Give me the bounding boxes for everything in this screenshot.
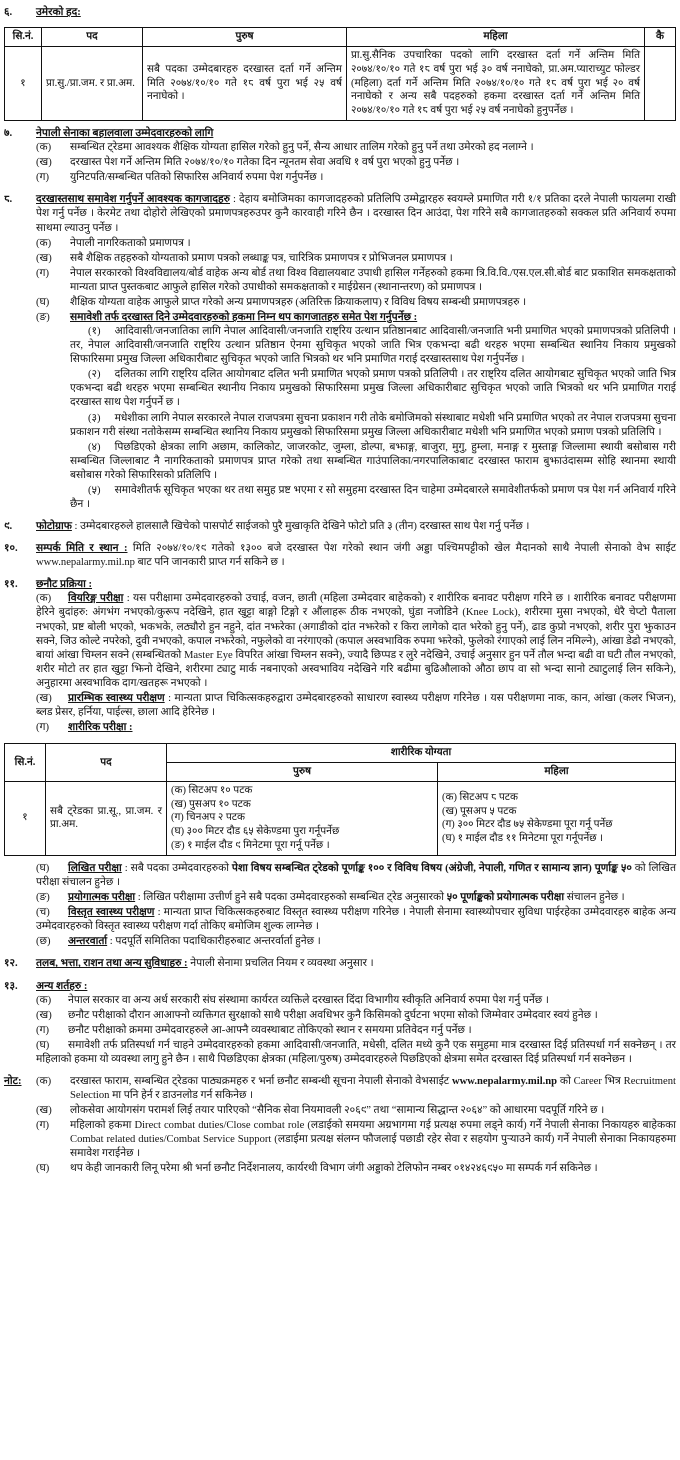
sub-item: (१) आदिवासी/जनजातिका लागि नेपाल आदिवासी/जनजाति राष्ट्रिय उत्थान प्रतिष्ठानबाट आदिवासी/जनजाति भनी प्रमाणित भएको प्रमाणपत्रको प्रतिलिपी । तर, नेपाल आदिवासी/जनजाति राष्ट्रिय उत्थान प्रतिष्ठान ऐनमा सुचिकृत भएको जाति भित्र एकभन्दा बढी थरहरु भएमा सम्बन्धित स्थानिय निकाय प्रमुखको सिफारिसमा प्रमुख जिल्ला अधिकारीबाट सुचिकृत भएको जाति भित्रको थर भनि प्रमाणित गराई दरखास्तसाथ पेश गर्नुपर्नेछ । bbox=[70, 326, 676, 366]
column-header-post: पद bbox=[46, 744, 167, 782]
website-url: www.nepalarmy.mil.np bbox=[452, 1075, 558, 1087]
section-required-documents bbox=[4, 193, 676, 513]
requirement-line: (क) सिटअप ८ पटक bbox=[442, 791, 519, 803]
list-item: (ख) सबै शैक्षिक तहहरुको योग्यताको प्रमाण पत्रको लब्धाङ्क पत्र, चारित्रिक प्रमाणपत्र र प्रोभिजनल प्रमाणपत्र । bbox=[36, 252, 453, 264]
table-row bbox=[5, 46, 676, 120]
list-item-detailed-health-check: (च) विस्तृत स्वास्थ्य परीक्षण : मान्यता प्राप्त चिकित्सकहरुबाट विस्तृत स्वास्थ्य परीक्षण गरिनेछ । नेपाली सेनामा स्वास्थ्योपचार सुविधा पाईरहेका उम्मेदवारहरु बाहेक अन्य उम्मेदवारहरुको विस्तृत स्वास्थ्य परीक्षण गर्दा तोकिए बमोजिम शुल्क लाग्नेछ । bbox=[36, 907, 677, 933]
cell-female: प्रा.सु.सैनिक उपचारिका पदको लागि दरखास्त दर्ता गर्ने अन्तिम मिति २०७४/१०/१० गते १८ वर्ष पुरा भई ३० वर्ष ननाघेको, प्रा.अम.प्याराच्युट फोल्डर (महिला) दर्ता गर्ने अन्तिम मिति २०७४/१०/१० गते १८ वर्ष पुरा भई २० वर्ष ननाघेको र अन्य सबै पदहरुको हकमा दरखास्त दर्ता गर्ने अन्तिम मिति २०७४/१०/१० गते १८ वर्ष पुरा भई २५ वर्ष ननाघेको हुनुपर्नेछ । bbox=[347, 46, 645, 120]
list-item: (ग) युनिटपति/सम्बन्धित पतिको सिफारिस अनिवार्य रुपमा पेश गर्नुपर्नेछ । bbox=[36, 172, 324, 184]
table-header-row bbox=[5, 28, 676, 47]
table-header-row bbox=[5, 744, 676, 763]
list-item-inclusive: (ङ) समावेशी तर्फ दरखास्त दिने उम्मेदवारहरुको हकमा निम्न थप कागजातहरु समेत पेश गर्नुपर्नेछ : (१) आदिवासी/जनजातिका लागि नेपाल आदिवासी/जनजाति राष्ट्रिय उत्थान प्रतिष्ठानबाट आदिवासी/जनजाति भनी प्रमाणित भएको प्रमाणपत्रको प्रतिलिपी । तर, नेपाल आदिवासी/जनजाति राष्ट्रिय उत्थान प्रतिष्ठान ऐनमा सुचिकृत भएको जाति भित्र एकभन्दा बढी थरहरु भएमा सम्बन्धित स्थानिय निकाय प्रमुखको सिफारिसमा प्रमुख जिल्ला अधिकारीबाट सुचिकृत भएको जाति भित्रको थर भनि प्रमाणित गराई दरखास्तसाथ पेश गर्नुपर्नेछ । (२) दलितका लागि राष्ट्रिय दलित आयोगबाट दलित भनी प्रमाणित भएको प्रमाण पत्रको प्रतिलिपी । तर राष्ट्रिय दलित आयोगबाट सुचिकृत भएको जाति भित्र एकभन्दा बढी थरहरु भएमा सम्बन्धित स्थानीय निकाय प्रमुखको सिफारिसमा प्रमुख जिल्ला अधिकारीबाट सुचिकृत भएको जाति भित्रको थर भनि प्रमाणित गराई दरखास्त साथ पेश गर्नुपर्ने छ । (३) मधेशीका लागि नेपाल सरकारले नेपाल राजपत्रमा सुचना प्रकाशन गरी तोके बमोजिमको संस्थाबाट मधेशी भनि प्रमाणित भएको तर नेपाल राजपत्रमा सुचना प्रकाशन गरी संस्था नतोकेसम्म सम्बन्धित स्थानिय निकाय प्रमुखको सिफारिसमा प्रमुख जिल्ला अधिकारीबाट मधेशी भनि प्रमाणित भएको प्रमाण पत्रको प्रतिलिपि । (४) पिछडिएको क्षेत्रका लागि अछाम, कालिकोट, जाजरकोट, जुम्ला, डोल्पा, बझाङ्ग, बाजुरा, मुगु, हुम्ला, मनाङ्ग र मुस्ताङ्ग जिल्लामा स्थायी बसोबास गरी सम्बन्धित जिल्लाबाट नै नागरिकताको प्रमाणपत्र प्राप्त गरेको तथा सम्बन्धित गाउंपालिका/नगरपालिकाबाट दरखास्त फाराम बुझाउंदासम्म सोहि स्थानमा स्थायी बसोबास गरेको सिफारिसको प्रतिलिपि । (५) समावेशीतर्फ सूचिकृत भएका थर तथा समुह प्रष्ट भएमा र सो समुहमा दरखास्त दिन चाहेमा उम्मेदबारले समावेशीतर्फको प्रमाण पत्र पेश गर्न अनिवार्य गरिने छैन । bbox=[36, 311, 676, 512]
list-item-bearing-test: (क) वियरिङ्ग परीक्षा : यस परीक्षामा उम्मेदवारहरुको उचाई, वजन, छाती (महिला उम्मेदवार बाहेकको) र शारीरिक बनावट परीक्षण गरिने छ । शारीरिक बनावट परीक्षणमा हेरिने बुदांहरु: अंगभंग नभएको/कुरूप नदेखिने, हात खुट्टा बाङ्गो टिङ्गो र औंलाहरू ठीक नभएको, घुंडा नजोडिने (Knee Lock), शरीरमा मुसा नभएको, धेरै चेप्टो पैताला नभएको, प्रष्ट बोली भएको, भकभके, लठ्यौरो हुन नहुने, दांत नझरेका (अगाडीको दांत नझरेको र किरा लागेको दात भरेको हुनु पर्ने), ढाड कुप्रो नभएको, शरीर पुरा झुकाउन सक्ने, जिउ कोल्टे नपरेको, दुवी नभएको, कपाल नझरेको, नफुलेको वा नरंगाएको (कपाल अस्वभाविक रुपमा झरेको, फुलेको रंगाएको लाई लिन नमिल्ने), आंखा डेढो नभएको, बायां आंखा चिम्लन सक्ने (सम्बन्धितको Master Eye विपरित आंखा चिम्लन सक्ने), ज्यादै छिप्पड र लुरे नदेखिने, उचाई अनुसार हुन पर्ने तौल भन्दा बढी वा घटी तौल नभएको, शरीर मोटो तर हात खुट्टा झिनो देखिने, शरीरमा ट्याटु मार्क नबनाएको अस्वभाविय नदेखिने गरि बढीमा बुढिऔलाको औठा छाप वा सो भन्दा सानो ट्याटुलाई लिन सकिने), अनुहारमा अस्वभाविक दाग/खतहरू नभएको । bbox=[36, 593, 676, 689]
column-header-physical-qualification: शारीरिक योग्यता bbox=[167, 744, 676, 763]
list-item-interview: (छ) अन्तरवार्ता : पदपूर्ति समितिका पदाधिकारीहरुबाट अन्तरर्वार्ता हुनेछ । bbox=[36, 936, 321, 948]
requirement-line: (ख) पुसअप १० पटक bbox=[171, 798, 251, 810]
list-item-initial-health-check: (ख) प्रारम्भिक स्वास्थ्य परीक्षण : मान्यता प्राप्त चिकित्सकहरुद्वारा उम्मेदबारहरुको साधारण स्वास्थ्य परीक्षण गरिनेछ । यस परीक्षणमा नाक, कान, आंखा (कलर भिजन), ब्लड प्रेसर, हर्निया, पाईल्स, छाला आदि हेरिनेछ । bbox=[36, 692, 676, 719]
section-number: ६. bbox=[4, 7, 13, 18]
section-text: तलब, भत्ता, राशन तथा अन्य सुविधाहरु : नेपाली सेनामा प्रचलित नियम र व्यवस्था अनुसार । bbox=[36, 958, 374, 970]
cell-post: प्रा.सु./प्रा.जम. र प्रा.अम. bbox=[42, 46, 143, 120]
section-intro: दरखास्तसाथ समावेश गर्नुपर्ने आवश्यक कागजादहरु : देहाय बमोजिमका कागजादहरुको प्रतिलिपि उम्मेद्वारहरु स्वयम्ले प्रमाणित गरी १/१ प्रतिका दरले नेपाली फायलमा राखी पेश गर्नु पर्नेछ । केरमेट तथा दोहोरो लेखिएको प्रमाणपत्रहरुउपर कुनै कारवाही गरिने छैन । दरखास्त दिन आउंदा, पेश गरिने सबै कागजातहरुको सक्कल प्रति अनिवार्य रुपमा साथमा ल्याउनु पर्नेछ । bbox=[36, 194, 676, 234]
cell-sn: १ bbox=[5, 46, 42, 120]
section-number: ८. bbox=[4, 194, 13, 206]
section-text: सम्पर्क मिति र स्थान : मिति २०७४/१०/१९ गतेको १३०० बजे दरखास्त पेश गरेको स्थान जंगी अड्डा पश्चिमपट्टीको खेल मैदानको साथै नेपाली सेनाको वेभ साईट www.nepalarmy.mil.np बाट पनि जानकारी प्राप्त गर्न सकिने छ । bbox=[36, 543, 677, 569]
section-number: ७. bbox=[4, 128, 13, 140]
cell-male-requirements bbox=[167, 781, 438, 855]
note-item-regulations: (ख) लोकसेवा आयोगसंग परामर्श लिई तयार पारिएको “सैनिक सेवा नियमावली २०६९” तथा “सामान्य सिद्धान्त २०६४” को आधारमा पदपूर्ति गरिने छ । bbox=[36, 1105, 605, 1117]
section-selection-process-continued bbox=[4, 862, 676, 950]
sub-item: (३) मधेशीका लागि नेपाल सरकारले नेपाल राजपत्रमा सुचना प्रकाशन गरी तोके बमोजिमको संस्थाबाट मधेशी भनि प्रमाणित भएको तर नेपाल राजपत्रमा सुचना प्रकाशन गरी संस्था नतोकेसम्म सम्बन्धित स्थानिय निकाय प्रमुखको सिफारिसमा प्रमुख जिल्ला अधिकारीबाट मधेशी भनि प्रमाणित भएको प्रमाण पत्रको प्रतिलिपि । bbox=[70, 412, 676, 438]
requirement-line: (घ) ३०० मिटर दौड ६५ सेकेण्डमा पुरा गर्नूपर्नेछ bbox=[171, 826, 340, 838]
section-title: छनौट प्रक्रिया : bbox=[36, 579, 93, 591]
list-item: (ख) दरखास्त पेश गर्ने अन्तिम मिति २०७४/१०/१० गतेका दिन न्यूनतम सेवा अवधि १ वर्ष पुरा भएको हुनु पर्नेछ । bbox=[36, 157, 460, 169]
column-header-remarks: कै bbox=[645, 28, 676, 47]
column-header-sn: सि.नं. bbox=[5, 744, 46, 782]
cell-female-requirements bbox=[438, 781, 676, 855]
column-header-female: महिला bbox=[347, 28, 645, 47]
column-header-male: पुरुष bbox=[143, 28, 347, 47]
section-other-conditions bbox=[4, 980, 676, 1068]
list-item: (ख) छनौट परीक्षाको दौरान आआफ्नो व्यक्तिगत सुरक्षाको साथै परीक्षा अवधिभर कुनै किसिमको दुर्घटना भएमा सोको जिम्मेवार उम्मेदवार स्वयं हुनेछ । bbox=[36, 1009, 598, 1021]
requirement-line: (ग) ३०० मिटर दौड ७५ सेकेण्डमा पूरा गर्नू पर्नेछ bbox=[442, 819, 613, 831]
table-row bbox=[5, 781, 676, 855]
section-selection-process bbox=[4, 578, 676, 736]
section-text: फोटोग्राफ : उम्मेदबारहरुले हालसालै खिचेको पासपोर्ट साईजको पुरै मुखाकृति देखिने फोटो प्रति ३ (तीन) दरखास्त साथ पेश गर्नु पर्नेछ । bbox=[36, 521, 530, 533]
list-item: (क) सम्बन्धित ट्रेडमा आवश्यक शैक्षिक योग्यता हासिल गरेको हुनु पर्ने, सैन्य आधार तालिम गरेको हुनु पर्ने तथा उमेरको हद नलाग्ने । bbox=[36, 142, 534, 154]
requirement-line: (क) सिटअप १० पटक bbox=[171, 784, 253, 796]
cell-male: सबै पदका उम्मेदबारहरु दरखास्त दर्ता गर्ने अन्तिम मिति २०७४/१०/१० गते १८ वर्ष पुरा भई २५ वर्ष ननाघेको । bbox=[143, 46, 347, 120]
section-number: ११. bbox=[4, 579, 18, 591]
column-header-male: पुरुष bbox=[167, 763, 438, 782]
physical-fitness-table bbox=[4, 743, 676, 856]
sub-item: (४) पिछडिएको क्षेत्रका लागि अछाम, कालिकोट, जाजरकोट, जुम्ला, डोल्पा, बझाङ्ग, बाजुरा, मुगु, हुम्ला, मनाङ्ग र मुस्ताङ्ग जिल्लामा स्थायी बसोबास गरी सम्बन्धित जिल्लाबाट नै नागरिकताको प्रमाणपत्र प्राप्त गरेको तथा सम्बन्धित गाउंपालिका/नगरपालिकाबाट दरखास्त फाराम बुझाउंदासम्म सोहि स्थानमा स्थायी बसोबास गरेको सिफारिसको प्रतिलिपि । bbox=[70, 441, 676, 481]
requirement-line: (ङ) १ माईल दौड ९ मिनेटमा पूरा गर्नू पर्नेछ । bbox=[171, 840, 330, 852]
section-salary-allowances bbox=[4, 957, 676, 972]
list-item: (घ) शैक्षिक योग्यता वाहेक आफुले प्राप्त गरेको अन्य प्रमाणपत्रहरु (अतिरिक्त क्रियाकलाप) र विविध विषय सम्बन्धी प्रमाणपत्रहरु । bbox=[36, 296, 527, 308]
age-limit-table bbox=[4, 27, 676, 121]
list-item-practical-exam: (ङ) प्रयोगात्मक परीक्षा : लिखित परीक्षामा उत्तीर्ण हुने सबै पदका उम्मेदवारहरुको सम्बन्धित ट्रेड अनुसारको ५० पूर्णाङ्कको प्रयोगात्मक परीक्षा संचालन हुनेछ । bbox=[36, 892, 625, 904]
section-title: दरखास्तसाथ समावेश गर्नुपर्ने आवश्यक कागजादहरु bbox=[36, 194, 230, 206]
column-header-post: पद bbox=[42, 28, 143, 47]
requirement-line: (ख) पूसअप ५ पटक bbox=[442, 805, 517, 817]
note-item-website: (क) दरखास्त फाराम, सम्बन्धित ट्रेडका पाठ्यक्रमहरु र भर्ना छनौट सम्बन्धी सूचना नेपाली सेनाको वेभसाईट www.nepalarmy.mil.np को Career भित्र Recruitment Selection मा पनि हेर्न र डाउनलोड गर्न सकिनेछ । bbox=[36, 1075, 676, 1102]
note-label: नोट: bbox=[4, 1075, 22, 1087]
cell-sn: १ bbox=[5, 781, 46, 855]
section-number: ९. bbox=[4, 521, 13, 533]
list-item-written-exam: (घ) लिखित परीक्षा : सबै पदका उम्मेदवारहरुको पेशा विषय सम्बन्धित ट्रेडको पूर्णाङ्क १०० र विविध विषय (अंग्रेजी, नेपाली, गणित र सामान्य ज्ञान) पूर्णाङ्क ५० को लिखित परीक्षा संचालन हुनेछ । bbox=[36, 862, 676, 889]
section-number: १२. bbox=[4, 958, 18, 970]
column-header-female: महिला bbox=[438, 763, 676, 782]
list-item-physical-test: (ग) शारीरिक परीक्षा : bbox=[36, 722, 133, 734]
cell-remarks bbox=[645, 46, 676, 120]
section-title: नेपाली सेनाका बहालवाला उम्मेदवारहरुको लागि bbox=[36, 128, 214, 140]
section-number: १३. bbox=[4, 980, 18, 992]
section-number: १०. bbox=[4, 543, 18, 555]
section-contact-date-place bbox=[4, 542, 676, 571]
list-item: (क) नेपाल सरकार वा अन्य अर्ध सरकारी संघ संस्थामा कार्यरत व्यक्तिले दरखास्त दिंदा विभागीय स्वीकृति अनिवार्य रुपमा पेश गर्नु पर्नेछ । bbox=[36, 994, 549, 1006]
requirement-line: (ग) चिनअप २ पटक bbox=[171, 812, 245, 824]
note-item-combat-roles: (ग) महिलाको हकमा Direct combat duties/Close combat role (लडाईको समयमा अग्रभागमा गई प्रत्यक्ष रुपमा लड्ने कार्य) गर्ने नेपाली सेनाका निकायहरु बाहेकका Combat related duties/Combat Service Support (लडाईमा प्रत्यक्ष संलग्न फौजलाई पछाडी रहेर सेवा र सहयोग पुऱ्याउने कार्य) गर्ने नेपाली सेनाका निकायहरुमा समावेश गराईनेछ । bbox=[36, 1120, 676, 1160]
list-item: (ग) नेपाल सरकारको विश्वविद्यालय/बोर्ड वाहेक अन्य बोर्ड तथा विश्व विद्यालयबाट उपाधी हासिल गर्नेहरुको हकमा त्रि.वि.वि./एस.एल.सी.बोर्ड बाट प्रकाशित समकक्षताको मान्यता प्राप्त पुस्तकबाट आफुले हासिल गरेको उपाधीको समकक्षताको र माईग्रेसन (स्थानान्तरण) को प्रमाणपत्र । bbox=[36, 267, 676, 293]
list-item: (ग) छनौट परीक्षाको क्रममा उम्मेदवारहरुले आ-आफ्नै व्यवस्थाबाट तोकिएको स्थान र समयमा प्रतिवेदन गर्नु पर्नेछ । bbox=[36, 1024, 472, 1036]
section-title: अन्य शर्तहरु : bbox=[36, 980, 88, 992]
cell-post: सबै ट्रेडका प्रा.सू., प्रा.जम. र प्रा.अम. bbox=[46, 781, 167, 855]
section-title: उमेरको हद: bbox=[36, 7, 81, 18]
section-serving-candidates bbox=[4, 127, 676, 186]
sub-item: (५) समावेशीतर्फ सूचिकृत भएका थर तथा समुह प्रष्ट भएमा र सो समुहमा दरखास्त दिन चाहेमा उम्मेदबारले समावेशीतर्फको प्रमाण पत्र पेश गर्न अनिवार्य गरिने छैन । bbox=[70, 484, 676, 510]
note-item-phone-contact: (घ) थप केही जानकारी लिनू परेमा श्री भर्ना छनौट निर्देशनालय, कार्यरथी विभाग जंगी अड्डाको टेलिफोन नम्बर ०१४२४६९५० मा सम्पर्क गर्न सकिनेछ । bbox=[36, 1163, 598, 1175]
sub-item: (२) दलितका लागि राष्ट्रिय दलित आयोगबाट दलित भनी प्रमाणित भएको प्रमाण पत्रको प्रतिलिपी । तर राष्ट्रिय दलित आयोगबाट सुचिकृत भएको जाति भित्र एकभन्दा बढी थरहरु भएमा सम्बन्धित स्थानीय निकाय प्रमुखको सिफारिसमा प्रमुख जिल्ला अधिकारीबाट सुचिकृत भएको जाति भित्रको थर भनि प्रमाणित गराई दरखास्त साथ पेश गर्नुपर्ने छ । bbox=[70, 369, 676, 409]
section-age-limit bbox=[4, 6, 676, 20]
section-photograph bbox=[4, 520, 676, 535]
list-item: (घ) समावेशी तर्फ प्रतिस्पर्धा गर्न चाहने उम्मेदवारहरुको हकमा आदिवासी/जनजाति, मधेसी, दलित मध्ये कुनै एक समुहमा मात्र दरखास्त दिई प्रतिस्पर्धा गर्न सक्नेछन् । तर महिलाको हकमा यो व्यवस्था लागु हुने छैन । साथै पिछडिएका क्षेत्रका (महिला/पुरुष) उम्मेदवारहरुले पिछडिएको क्षेत्रमा समेत दरखास्त दिई प्रतिस्पर्धा गर्न सक्नेछन । bbox=[36, 1039, 676, 1065]
note-section bbox=[4, 1075, 676, 1178]
requirement-line: (घ) १ माईल दौड ११ मिनेटमा पूरा गर्नूपर्नेछ । bbox=[442, 833, 604, 845]
column-header-sn: सि.नं. bbox=[5, 28, 42, 47]
list-item: (क) नेपाली नागरिकताको प्रमाणपत्र । bbox=[36, 237, 191, 249]
